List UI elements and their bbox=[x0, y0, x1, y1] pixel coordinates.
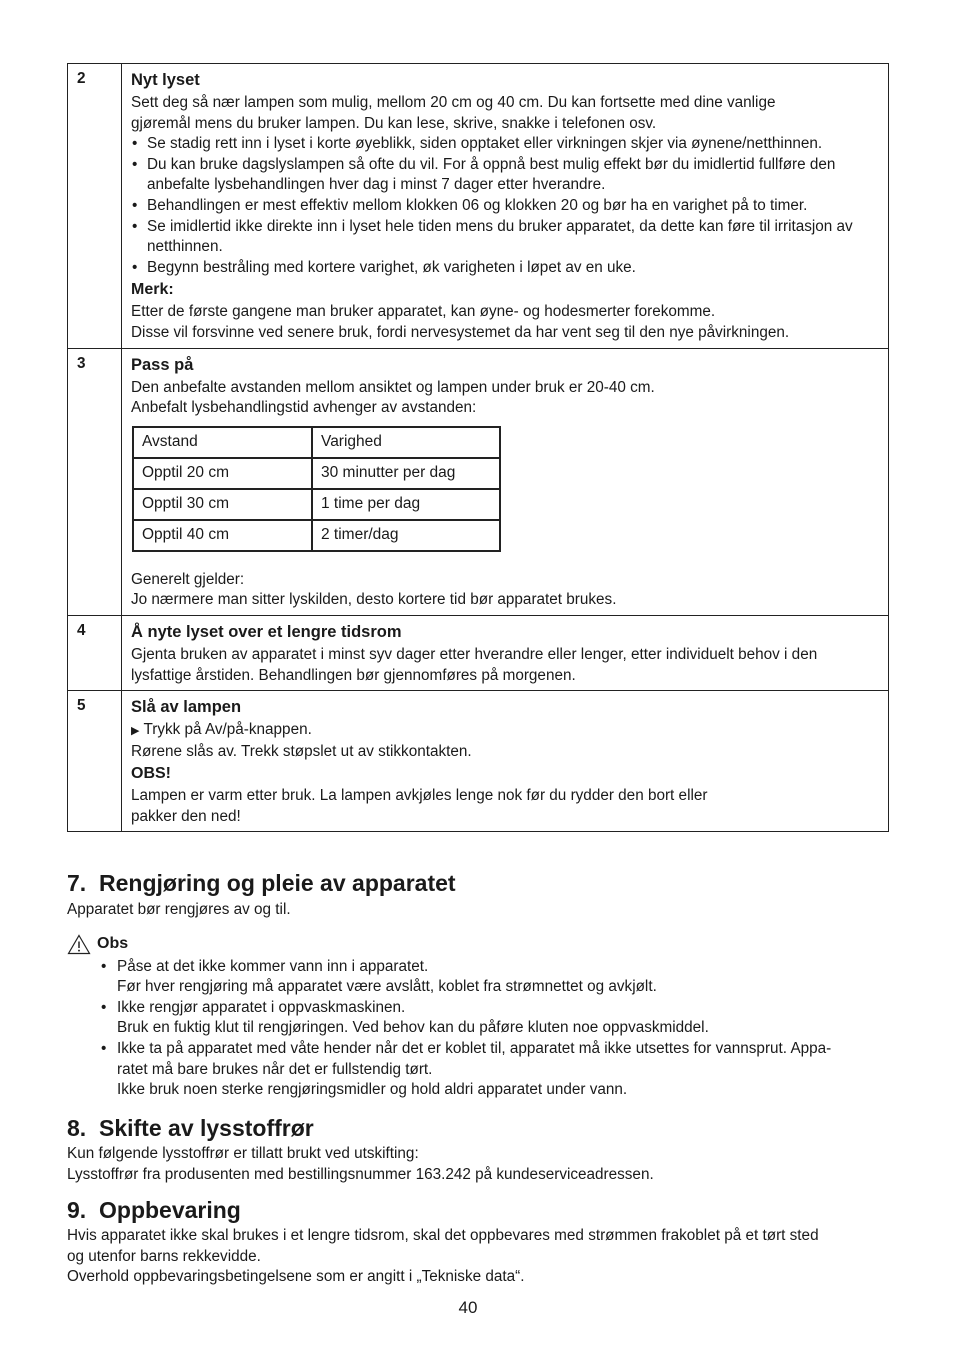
table-cell: Opptil 40 cm bbox=[133, 520, 312, 551]
list-item bbox=[101, 957, 889, 998]
step-text: lysfattige årstiden. Behandlingen bør gjennomføres på morgenen. bbox=[131, 666, 576, 684]
section-text: og utenfor barns rekkevidde. bbox=[67, 1247, 261, 1265]
step-title: Pass på bbox=[131, 355, 194, 374]
table-row bbox=[133, 489, 500, 520]
list-item-line: Før hver rengjøring må apparatet være avslått, koblet fra strømnettet og avkjølt. bbox=[117, 978, 657, 996]
note-text: Disse vil forsvinne ved senere bruk, fordi nervesystemet da har vent seg til den nye påvirkningen. bbox=[131, 323, 790, 341]
note-text: pakker den ned! bbox=[131, 807, 241, 825]
section-number: 8. bbox=[67, 1115, 87, 1141]
list-item-line: • Påse at det ikke kommer vann inn i apparatet. bbox=[117, 957, 429, 975]
arrow-right-icon: ▶ bbox=[131, 725, 140, 738]
step-title: Å nyte lyset over et lengre tidsrom bbox=[131, 622, 402, 641]
section-heading bbox=[67, 869, 889, 897]
section-title: Skifte av lysstoffrør bbox=[99, 1115, 314, 1141]
note-text: Etter de første gangene man bruker apparatet, kan øyne- og hodesmerter forekomme. bbox=[131, 303, 716, 321]
list-item bbox=[101, 1039, 889, 1101]
section-title: Oppbevaring bbox=[99, 1197, 241, 1223]
list-item: • Behandlingen er mest effektiv mellom klokken 06 og klokken 20 og bør ha en varighet på to timer. bbox=[131, 196, 878, 217]
list-item: • Du kan bruke dagslyslampen så ofte du vil. For å oppnå best mulig effekt bør du imidlertid fullføre den anbefalte lysbehandlingen hver dag i minst 7 dager etter hverandre. bbox=[131, 155, 878, 196]
warning-triangle-icon bbox=[67, 934, 91, 955]
section-heading bbox=[67, 1196, 889, 1224]
table-row bbox=[133, 427, 500, 458]
note-title: Merk: bbox=[131, 281, 174, 299]
list-item: • Se imidlertid ikke direkte inn i lyset hele tiden mens du bruker apparatet, da dette kan føre til irritasjon av netthinnen. bbox=[131, 217, 878, 258]
warning-heading bbox=[67, 934, 889, 955]
list-item-line: ratet må bare brukes når det er fullstendig tørt. bbox=[117, 1060, 433, 1078]
section-text: Lysstoffrør fra produsenten med bestillingsnummer 163.242 på kundeserviceadressen. bbox=[67, 1165, 654, 1183]
step-row-5 bbox=[68, 691, 889, 832]
step-text: Jo nærmere man sitter lyskilden, desto kortere tid bør apparatet brukes. bbox=[131, 591, 617, 609]
warning-list bbox=[67, 957, 889, 1101]
step-text: Sett deg så nær lampen som mulig, mellom 20 cm og 40 cm. Du kan fortsette med dine vanlige bbox=[131, 94, 776, 111]
table-cell: Varighed bbox=[312, 427, 500, 458]
table-cell: 2 timer/dag bbox=[312, 520, 500, 551]
page-number: 40 bbox=[458, 1298, 478, 1317]
table-cell: Opptil 30 cm bbox=[133, 489, 312, 520]
section-title: Rengjøring og pleie av apparatet bbox=[99, 870, 456, 896]
section-intro: Apparatet bør rengjøres av og til. bbox=[67, 901, 291, 918]
section-8 bbox=[67, 1114, 889, 1185]
bullet-list bbox=[131, 134, 878, 278]
step-text: Generelt gjelder: bbox=[131, 570, 245, 588]
section-number: 9. bbox=[67, 1197, 87, 1223]
list-item-line: • Ikke ta på apparatet med våte hender når det er koblet til, apparatet må ikke utsettes for vannsprut. Appa- bbox=[117, 1039, 832, 1057]
action-text: Trykk på Av/på-knappen. bbox=[143, 721, 312, 739]
step-text: Anbefalt lysbehandlingstid avhenger av avstanden: bbox=[131, 399, 477, 417]
list-item: • Begynn bestråling med kortere varighet, øk varigheten i løpet av en uke. bbox=[131, 258, 878, 279]
section-text: Overhold oppbevaringsbetingelsene som er angitt i „Tekniske data“. bbox=[67, 1268, 525, 1286]
step-title: Nyt lyset bbox=[131, 71, 200, 89]
section-heading bbox=[67, 1114, 889, 1142]
list-item-line: Ikke bruk noen sterke rengjøringsmidler og hold aldri apparatet under vann. bbox=[117, 1081, 628, 1099]
section-7 bbox=[67, 869, 889, 1101]
distance-duration-table bbox=[132, 426, 501, 552]
step-number: 5 bbox=[68, 691, 122, 832]
list-item-line: Bruk en fuktig klut til rengjøringen. Ved behov kan du påføre kluten noe oppvaskmiddel. bbox=[117, 1019, 709, 1037]
list-item bbox=[101, 998, 889, 1039]
step-number: 3 bbox=[68, 348, 122, 615]
note-text: Lampen er varm etter bruk. La lampen avkjøles lenge nok før du rydder den bort eller bbox=[131, 787, 708, 805]
table-cell: 30 minutter per dag bbox=[312, 458, 500, 489]
table-row bbox=[133, 458, 500, 489]
list-item-line: • Ikke rengjør apparatet i oppvaskmaskinen. bbox=[117, 998, 406, 1016]
step-text: Gjenta bruken av apparatet i minst syv dager etter hverandre eller lenger, etter individuelt behov i den bbox=[131, 645, 818, 663]
table-row bbox=[133, 520, 500, 551]
step-number: 2 bbox=[68, 64, 122, 349]
action-line bbox=[131, 720, 878, 742]
step-row-4 bbox=[68, 615, 889, 690]
step-text: Den anbefalte avstanden mellom ansiktet og lampen under bruk er 20-40 cm. bbox=[131, 378, 655, 396]
table-cell: 1 time per dag bbox=[312, 489, 500, 520]
steps-table bbox=[67, 63, 889, 832]
list-item: • Se stadig rett inn i lyset i korte øyeblikk, siden opptaket eller virkningen skjer via øynene/netthinnen. bbox=[131, 134, 878, 155]
section-9 bbox=[67, 1196, 889, 1288]
section-number: 7. bbox=[67, 870, 87, 896]
step-text: gjøremål mens du bruker lampen. Du kan lese, skrive, snakke i telefonen osv. bbox=[131, 114, 657, 132]
step-title: Slå av lampen bbox=[131, 698, 242, 717]
step-text: Rørene slås av. Trekk støpslet ut av stikkontakten. bbox=[131, 742, 472, 760]
section-text: Hvis apparatet ikke skal brukes i et lengre tidsrom, skal det oppbevares med strømmen frakoblet på et tørt sted bbox=[67, 1227, 819, 1244]
step-row-3 bbox=[68, 348, 889, 615]
warning-title: Obs bbox=[97, 934, 129, 952]
section-text: Kun følgende lysstoffrør er tillatt brukt ved utskifting: bbox=[67, 1145, 419, 1162]
table-cell: Avstand bbox=[133, 427, 312, 458]
table-cell: Opptil 20 cm bbox=[133, 458, 312, 489]
step-row-2 bbox=[68, 64, 889, 349]
note-title: OBS! bbox=[131, 765, 171, 783]
step-number: 4 bbox=[68, 615, 122, 690]
